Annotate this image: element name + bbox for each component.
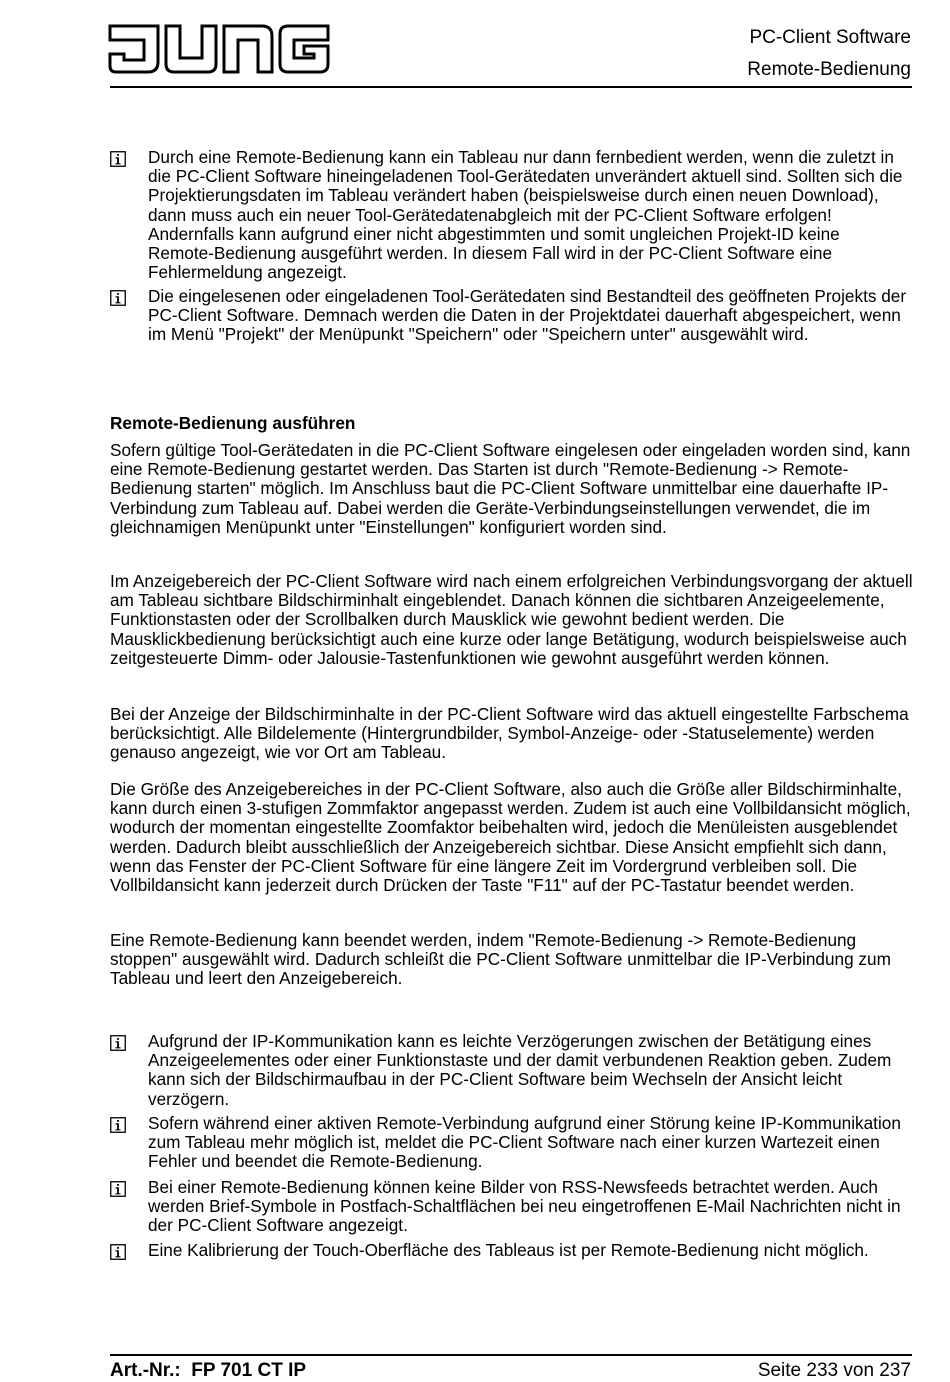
note-item [110,1241,910,1260]
info-icon [110,1244,126,1260]
note-text: Bei einer Remote-Bedienung können keine Bilder von RSS-Newsfeeds betrachtet werden. Auch werden Brief-Symbole in Postfach-Schaltflächen bei neu eingetroffenen E-Mail Nachrichten nicht in der PC-Client Software angezeigt. [148,1177,901,1236]
section-paragraph: Im Anzeigebereich der PC-Client Software wird nach einem erfolgreichen Verbindungsvorgang der aktuell am Tableau sichtbare Bildschirminhalt eingeblendet. Danach können die sichtbaren Anzeigeelemente, Funktionstasten oder der Scrollbalken durch Mausklick wie gewohnt bedient werden. Die Mausklickbedienung berücksichtigt auch eine kurze oder lange Betätigung, wodurch beispielsweise auch zeitgesteuerte Dimm- oder Jalousie-Tastenfunktionen wie gewohnt ausgeführt werden können. [110,571,913,668]
note-text: Die eingelesenen oder eingeladenen Tool-Gerätedaten sind Bestandteil des geöffneten Projekts der PC-Client Software. Demnach werden die Daten in der Projektdatei dauerhaft abgespeichert, wenn im Menü "Projekt" der Menüpunkt "Speichern" oder "Speichern unter" ausgewählt wird. [148,286,907,345]
note-text: Eine Kalibrierung der Touch-Oberfläche des Tableaus ist per Remote-Bedienung nicht möglich. [148,1240,869,1260]
jung-logo [108,24,330,74]
note-item [110,287,910,345]
info-icon [110,151,126,167]
header-subtitle: Remote-Bedienung [747,59,911,80]
info-icon [110,290,126,306]
info-icon [110,1181,126,1197]
section-paragraph: Bei der Anzeige der Bildschirminhalte in der PC-Client Software wird das aktuell eingestellte Farbschema berücksichtigt. Alle Bildelemente (Hintergrundbilder, Symbol-Anzeige- oder -Statuselemente) werden genauso angezeigt, wie vor Ort am Tableau. [110,704,909,763]
section-paragraph: Sofern gültige Tool-Gerätedaten in die PC-Client Software eingelesen oder eingeladen worden sind, kann eine Remote-Bedienung gestartet werden. Das Starten ist durch "Remote-Bedienung -> Remote-Bedienung starten" möglich. Im Anschluss baut die PC-Client Software unmittelbar eine dauerhafte IP-Verbindung zum Tableau auf. Dabei werden die Geräte-Verbindungseinstellungen verwendet, die im gleichnamigen Menüpunkt unter "Einstellungen" konfiguriert worden sind. [110,440,911,537]
page-number: Seite 233 von 237 [757,1360,911,1381]
header-titles [747,22,911,86]
note-item [110,1114,910,1172]
info-icon [110,1035,126,1051]
note-text: Aufgrund der IP-Kommunikation kann es leichte Verzögerungen zwischen der Betätigung eines Anzeigeelementes oder einer Funktionstaste und der damit verbundenen Reaktion geben. Zudem kann sich der Bildschirmaufbau in der PC-Client Software beim Wechseln der Ansicht leicht verzögern. [148,1031,892,1109]
header-title: PC-Client Software [749,27,911,48]
article-number: Art.-Nr.: FP 701 CT IP [110,1360,307,1381]
note-item [110,148,910,282]
note-text: Sofern während einer aktiven Remote-Verbindung aufgrund einer Störung keine IP-Kommunikation zum Tableau mehr möglich ist, meldet die PC-Client Software nach einer kurzen Wartezeit einen Fehler und beendet die Remote-Bedienung. [148,1113,901,1172]
header-rule [110,86,912,88]
section-paragraph: Die Größe des Anzeigebereiches in der PC-Client Software, also auch die Größe aller Bildschirminhalte, kann durch einen 3-stufigen Zommfaktor angepasst werden. Zudem ist auch eine Vollbildansicht möglich, wodurch der momentan eingestellte Zoomfaktor beibehalten wird, jedoch die Menüleisten ausgeblendet werden. Dadurch bleibt ausschließlich der Anzeigebereich sichtbar. Diese Ansicht empfiehlt sich dann, wenn das Fenster der PC-Client Software für eine längere Zeit im Vordergrund verbleiben soll. Die Vollbildansicht kann jederzeit durch Drücken der Taste "F11" auf der PC-Tastatur beendet werden. [110,779,911,896]
note-item [110,1178,910,1236]
section-heading: Remote-Bedienung ausführen [110,413,356,433]
footer-rule [110,1354,912,1356]
note-item [110,1032,910,1109]
info-icon [110,1117,126,1133]
note-text: Durch eine Remote-Bedienung kann ein Tableau nur dann fernbedient werden, wenn die zuletzt in die PC-Client Software hineingeladenen Tool-Gerätedaten unverändert aktuell sind. Sollten sich die Projektierungsdaten im Tableau verändert haben (beispielsweise durch einen neuen Download), dann muss auch ein neuer Tool-Gerätedatenabgleich mit der PC-Client Software erfolgen! Andernfalls kann aufgrund einer nicht abgestimmten und somit ungleichen Projekt-ID keine Remote-Bedienung ausgeführt werden. In diesem Fall wird in der PC-Client Software eine Fehlermeldung angezeigt. [148,147,903,283]
section-paragraph: Eine Remote-Bedienung kann beendet werden, indem "Remote-Bedienung -> Remote-Bedienung stoppen" ausgewählt wird. Dadurch schleißt die PC-Client Software unmittelbar die IP-Verbindung zum Tableau und leert den Anzeigebereich. [110,930,891,989]
